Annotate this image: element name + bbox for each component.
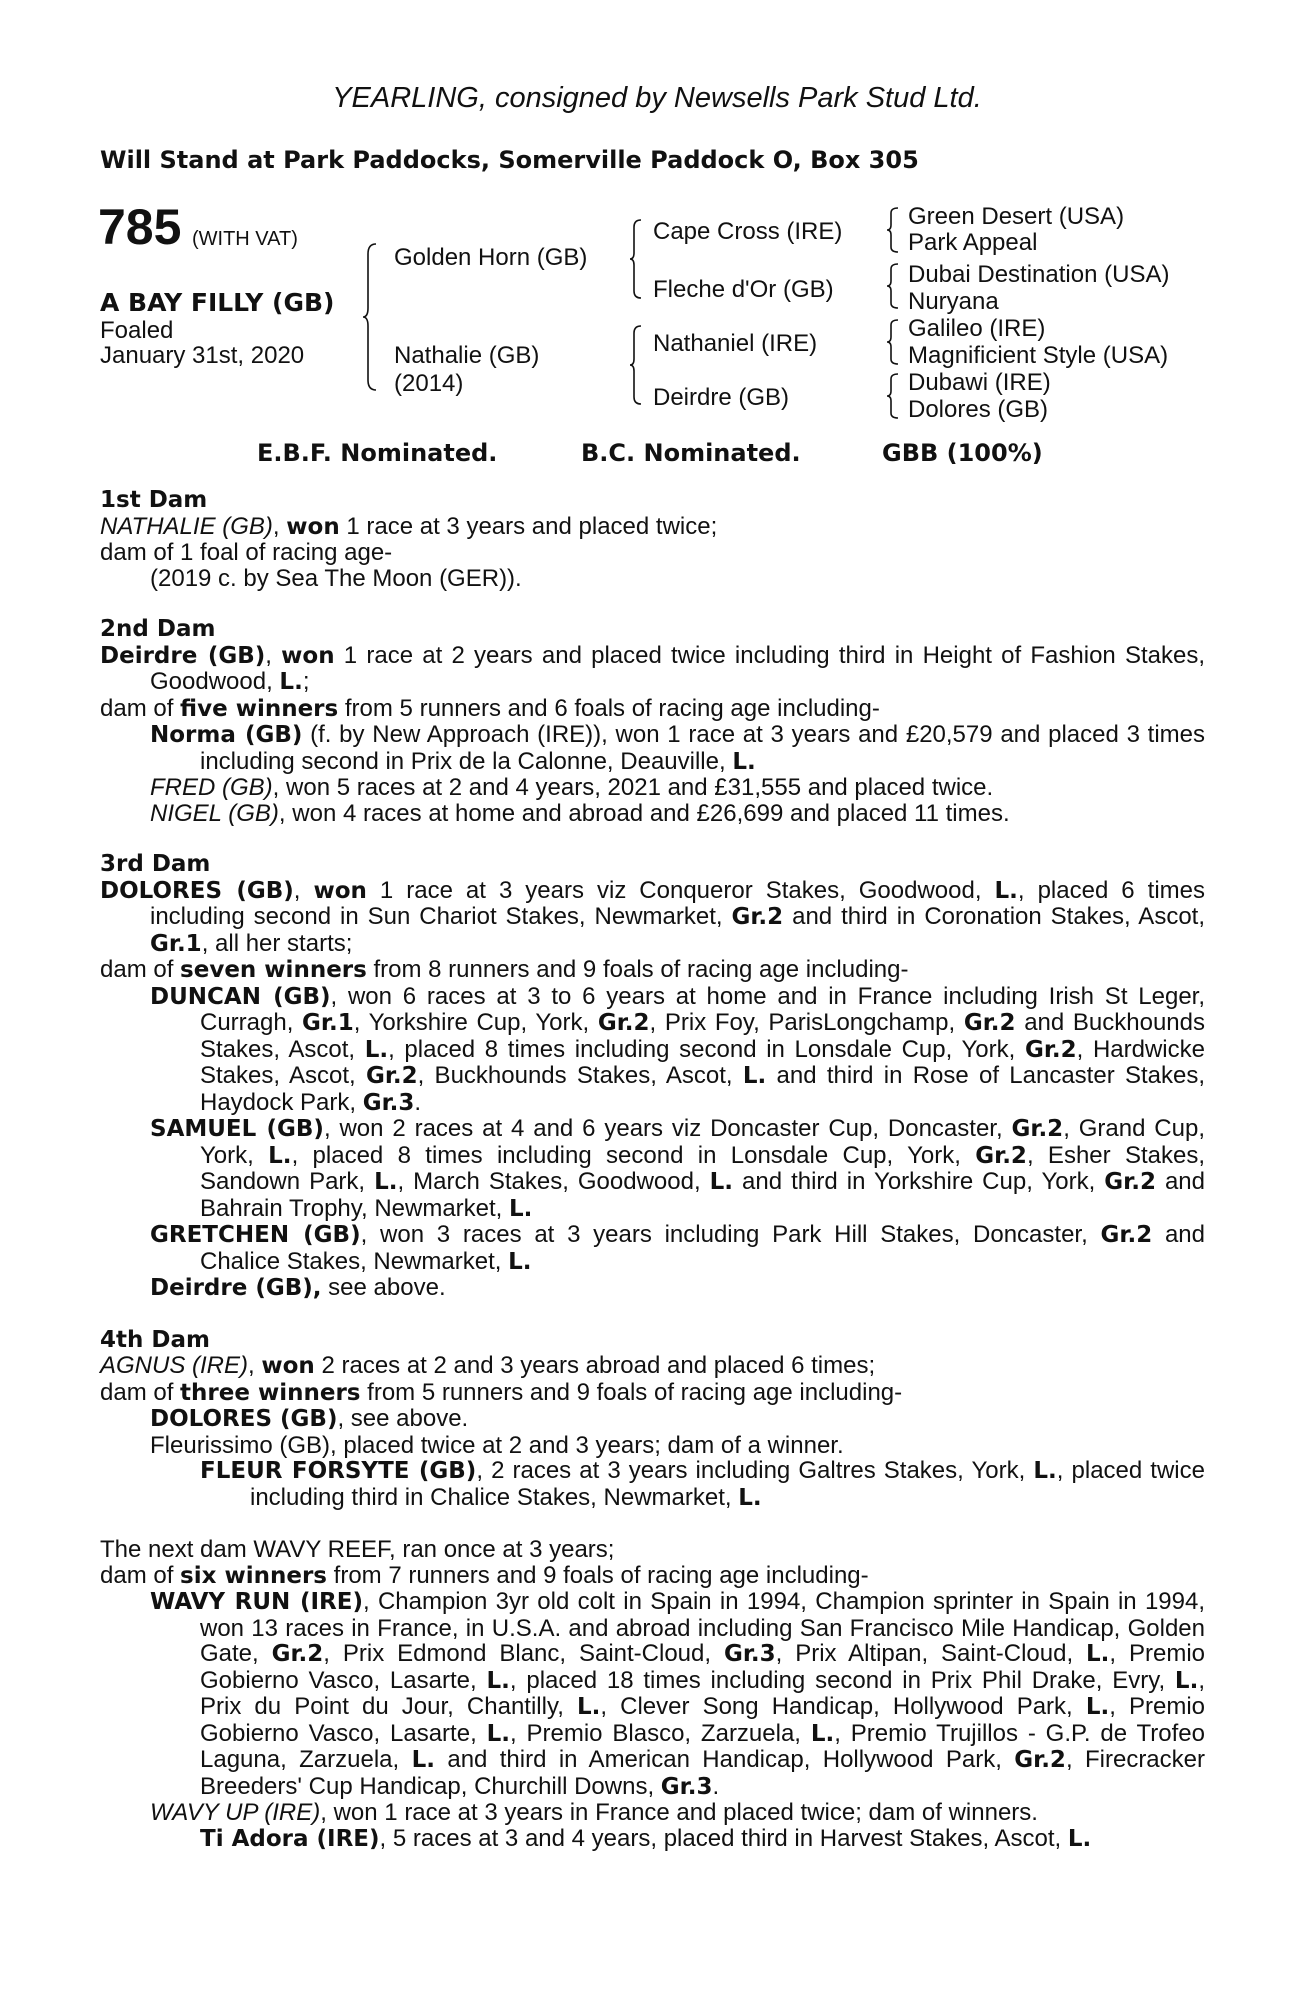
text-run: Gr.2 bbox=[597, 1010, 650, 1036]
family-entry bbox=[100, 775, 1205, 801]
family-entry bbox=[100, 722, 1205, 775]
text-run: from 5 runners and 6 foals of racing age including- bbox=[338, 694, 880, 722]
family-entry bbox=[100, 540, 1205, 566]
text-run: , bbox=[265, 641, 282, 669]
text-run: . bbox=[414, 1088, 422, 1116]
pedigree-g3: Dubai Destination (USA) bbox=[908, 261, 1170, 288]
family-entry bbox=[100, 1433, 1205, 1459]
text-run: , March Stakes, Goodwood, bbox=[397, 1168, 710, 1195]
text-run: , Prix Foy, ParisLongchamp, bbox=[649, 1009, 964, 1036]
text-run: Norma (GB) bbox=[150, 722, 303, 748]
text-run: L. bbox=[1033, 1458, 1057, 1484]
text-run: , Buckhounds Stakes, Ascot, bbox=[417, 1062, 743, 1089]
text-run: dam of bbox=[100, 694, 181, 722]
text-run: Gr.2 bbox=[1024, 1036, 1077, 1063]
text-run: L. bbox=[411, 1747, 435, 1773]
text-run: , 5 races at 3 and 4 years, placed third in Harvest Stakes, Ascot, bbox=[379, 1824, 1068, 1852]
text-run: , won 5 races at 2 and 4 years, 2021 and £31,555 and placed twice. bbox=[272, 774, 994, 801]
text-run: , Prix du Point du Jour, Chantilly, bbox=[200, 1666, 1205, 1720]
pedigree-g4: Nuryana bbox=[908, 288, 999, 315]
text-run: L. bbox=[268, 1142, 292, 1169]
family-entry bbox=[100, 1353, 1205, 1380]
section-heading: 1st Dam bbox=[100, 487, 208, 513]
text-run: L. bbox=[738, 1484, 762, 1511]
text-run: , bbox=[272, 512, 287, 540]
dam-section bbox=[100, 617, 1205, 826]
text-run: DOLORES (GB) bbox=[100, 877, 294, 904]
text-run: Gr.3 bbox=[362, 1089, 415, 1116]
text-run: and Buckhounds Stakes, Ascot, bbox=[200, 1009, 1206, 1063]
text-run: five winners bbox=[180, 695, 339, 722]
family-entry bbox=[100, 1380, 1205, 1407]
text-run: , won 6 races at 3 to 6 years at home and in France including Irish St Leger, Curragh, bbox=[200, 982, 1205, 1036]
text-run: won bbox=[286, 513, 340, 540]
family-entry bbox=[100, 696, 1205, 723]
pedigree-brace-g2 bbox=[886, 262, 900, 310]
text-run: 1 race at 2 years and placed twice including third in Height of Fashion Stakes, Goodwood, bbox=[150, 641, 1206, 695]
pedigree-sire: Golden Horn (GB) bbox=[394, 244, 588, 271]
text-run: , Champion 3yr old colt in Spain in 1994, Champion sprinter in Spain in 1994, won 13 races in France, in U.S.A. and abroad including San Francisco Mile Handicap, Golden Gate, bbox=[200, 1588, 1206, 1667]
dam-section bbox=[100, 852, 1205, 1302]
text-run: L. bbox=[742, 1063, 767, 1089]
text-run: , Hardwicke Stakes, Ascot, bbox=[200, 1035, 1205, 1089]
text-run: from 7 runners and 9 foals of racing age including- bbox=[326, 1561, 869, 1589]
family-entry bbox=[100, 801, 1205, 827]
text-run: seven winners bbox=[180, 957, 367, 983]
text-run: , placed 6 times including second in Sun Chariot Stakes, Newmarket, bbox=[150, 876, 1205, 930]
pedigree-brace-main bbox=[362, 242, 378, 392]
text-run: Gr.1 bbox=[150, 930, 202, 957]
text-run: see above. bbox=[321, 1274, 446, 1301]
bc-nomination: B.C. Nominated. bbox=[581, 439, 801, 467]
pedigree-brace-dam bbox=[629, 324, 643, 406]
lot-number: 785 bbox=[98, 199, 182, 255]
text-run: Gr.1 bbox=[302, 1010, 354, 1036]
family-entry bbox=[100, 1589, 1205, 1800]
text-run: , Clever Song Handicap, Hollywood Park, bbox=[600, 1693, 1086, 1720]
family-entry bbox=[100, 984, 1205, 1117]
text-run: and third in Yorkshire Cup, York, bbox=[733, 1168, 1105, 1195]
text-run: dam of bbox=[100, 1561, 181, 1589]
text-run: L. bbox=[1067, 1825, 1092, 1852]
text-run: Gr.2 bbox=[1011, 1116, 1064, 1142]
catalogue-body bbox=[100, 488, 1205, 1878]
text-run: Deirdre (GB) bbox=[100, 642, 266, 669]
foaled-date: January 31st, 2020 bbox=[100, 342, 305, 369]
pedigree-g2: Park Appeal bbox=[908, 229, 1038, 256]
pedigree-g6: Magnificient Style (USA) bbox=[908, 342, 1169, 369]
text-run: , Premio Gobierno Vasco, Lasarte, bbox=[200, 1640, 1206, 1694]
text-run: dam of bbox=[100, 1378, 181, 1406]
pedigree-sire-sire: Cape Cross (IRE) bbox=[653, 218, 843, 245]
pedigree-g5: Galileo (IRE) bbox=[908, 315, 1046, 342]
text-run: won bbox=[261, 1353, 315, 1379]
text-run: Ti Adora (IRE) bbox=[200, 1825, 380, 1852]
consignor-line: YEARLING, consigned by Newsells Park Stud Ltd. bbox=[332, 82, 982, 114]
text-run: , Prix Edmond Blanc, Saint-Cloud, bbox=[323, 1640, 724, 1667]
pedigree-sire-dam: Fleche d'Or (GB) bbox=[653, 276, 834, 303]
text-run: , Premio Trujillos - G.P. de Trofeo Laguna, Zarzuela, bbox=[200, 1719, 1206, 1773]
text-run: and Chalice Stakes, Newmarket, bbox=[200, 1221, 1205, 1275]
text-run: , placed 18 times including second in Prix Phil Drake, Evry, bbox=[509, 1666, 1175, 1694]
lot-name: A BAY FILLY (GB) bbox=[100, 288, 335, 317]
text-run: L. bbox=[1086, 1641, 1110, 1667]
text-run: DUNCAN (GB) bbox=[150, 983, 331, 1010]
text-run: dam of 1 foal of racing age- bbox=[100, 539, 393, 566]
text-run: Gr.2 bbox=[975, 1142, 1027, 1169]
text-run: Gr.2 bbox=[365, 1063, 418, 1089]
text-run: WAVY UP (IRE) bbox=[150, 1799, 321, 1826]
text-run: Gr.3 bbox=[660, 1773, 713, 1800]
text-run: , Yorkshire Cup, York, bbox=[353, 1009, 598, 1036]
text-run: Deirdre (GB), bbox=[150, 1275, 322, 1301]
text-run: three winners bbox=[180, 1379, 361, 1406]
text-run: SAMUEL (GB) bbox=[150, 1116, 324, 1142]
text-run: , placed 8 times including second in Lonsdale Cup, York, bbox=[388, 1035, 1025, 1063]
text-run: , bbox=[293, 876, 314, 904]
text-run: , Prix Altipan, Saint-Cloud, bbox=[775, 1640, 1087, 1667]
ebf-nomination: E.B.F. Nominated. bbox=[257, 439, 498, 467]
text-run: GRETCHEN (GB) bbox=[150, 1222, 361, 1248]
family-entry bbox=[100, 1222, 1205, 1275]
pedigree-brace-sire bbox=[629, 218, 643, 300]
text-run: L. bbox=[508, 1248, 532, 1275]
text-run: and third in American Handicap, Hollywood Park, bbox=[434, 1746, 1015, 1773]
text-run: L. bbox=[279, 669, 303, 695]
text-run: , won 2 races at 4 and 6 years viz Doncaster Cup, Doncaster, bbox=[323, 1115, 1012, 1142]
text-run: 2 races at 2 and 3 years abroad and placed 6 times; bbox=[314, 1352, 876, 1379]
text-run: L. bbox=[486, 1667, 510, 1694]
pedigree-brace-g1 bbox=[886, 206, 900, 254]
text-run: , 2 races at 3 years including Galtres Stakes, York, bbox=[476, 1457, 1034, 1484]
text-run: , Premio Blasco, Zarzuela, bbox=[510, 1719, 811, 1747]
family-entry bbox=[100, 1116, 1205, 1222]
text-run: (f. by New Approach (IRE)), won 1 race at 3 years and £20,579 and placed 3 times including second in Prix de la Calonne, Deauville, bbox=[200, 721, 1205, 775]
text-run: L. bbox=[810, 1720, 835, 1747]
pedigree-dam-sire: Nathaniel (IRE) bbox=[653, 330, 818, 357]
family-entry bbox=[100, 1826, 1205, 1853]
text-run: won bbox=[281, 642, 335, 669]
pedigree-dam-dam: Deirdre (GB) bbox=[653, 384, 790, 411]
text-run: , placed 8 times including second in Lonsdale Cup, York, bbox=[291, 1141, 976, 1169]
text-run: Gr.3 bbox=[723, 1641, 776, 1667]
text-run: AGNUS (IRE) bbox=[100, 1352, 249, 1379]
text-run: L. bbox=[709, 1169, 734, 1195]
text-run: , won 1 race at 3 years in France and placed twice; dam of winners. bbox=[320, 1799, 1038, 1826]
text-run: Fleurissimo (GB), placed twice at 2 and 3 years; dam of a winner. bbox=[150, 1431, 844, 1459]
family-entry bbox=[100, 1458, 1205, 1511]
text-run: , placed twice including third in Chalice Stakes, Newmarket, bbox=[250, 1457, 1205, 1511]
text-run: NATHALIE (GB) bbox=[100, 512, 273, 540]
text-run: (2019 c. by Sea The Moon (GER)). bbox=[150, 564, 522, 592]
text-run: L. bbox=[486, 1720, 510, 1747]
text-run: Gr.2 bbox=[963, 1010, 1016, 1036]
pedigree-g8: Dolores (GB) bbox=[908, 396, 1049, 423]
text-run: WAVY RUN (IRE) bbox=[150, 1589, 363, 1615]
text-run: Gr.2 bbox=[1100, 1222, 1153, 1248]
text-run: , see above. bbox=[337, 1405, 469, 1432]
family-entry bbox=[100, 1275, 1205, 1302]
family-entry bbox=[100, 514, 1205, 541]
text-run: 1 race at 3 years and placed twice; bbox=[339, 512, 718, 540]
text-run: from 5 runners and 9 foals of racing age including- bbox=[360, 1378, 903, 1406]
text-run: six winners bbox=[180, 1562, 327, 1589]
text-run: FRED (GB) bbox=[150, 774, 273, 801]
text-run: DOLORES (GB) bbox=[150, 1406, 338, 1432]
family-entry bbox=[100, 1800, 1205, 1826]
text-run: Gr.2 bbox=[1104, 1169, 1156, 1195]
text-run: FLEUR FORSYTE (GB) bbox=[200, 1458, 477, 1484]
pedigree-dam: Nathalie (GB) bbox=[394, 342, 540, 369]
text-run: 1 race at 3 years viz Conqueror Stakes, Goodwood, bbox=[366, 876, 995, 904]
text-run: from 8 runners and 9 foals of racing age including- bbox=[366, 956, 909, 983]
pedigree-brace-g4 bbox=[886, 372, 900, 420]
text-run: ; bbox=[302, 668, 310, 695]
text-run: NIGEL (GB) bbox=[150, 799, 279, 827]
section-heading: 4th Dam bbox=[100, 1326, 210, 1353]
family-entry bbox=[100, 878, 1205, 958]
family-entry bbox=[100, 643, 1205, 696]
text-run: L. bbox=[732, 748, 756, 775]
text-run: L. bbox=[994, 877, 1018, 904]
foaled-label: Foaled bbox=[100, 317, 174, 344]
section-heading: 2nd Dam bbox=[100, 616, 216, 642]
text-run: . bbox=[712, 1772, 720, 1800]
vat-note: (WITH VAT) bbox=[192, 228, 298, 250]
gbb-rating: GBB (100%) bbox=[882, 439, 1043, 467]
text-run: L. bbox=[576, 1694, 601, 1720]
text-run: The next dam WAVY REEF, ran once at 3 years; bbox=[100, 1536, 615, 1563]
dam-section bbox=[100, 1328, 1205, 1512]
text-run: , won 3 races at 3 years including Park Hill Stakes, Doncaster, bbox=[360, 1221, 1101, 1248]
text-run: , Grand Cup, York, bbox=[200, 1115, 1205, 1169]
text-run: Gr.2 bbox=[271, 1641, 324, 1667]
dam-section bbox=[100, 488, 1205, 591]
pedigree-brace-g3 bbox=[886, 318, 900, 366]
text-run: dam of bbox=[100, 956, 181, 983]
text-run: Gr.2 bbox=[1014, 1747, 1066, 1773]
family-entry bbox=[100, 1563, 1205, 1590]
text-run: L. bbox=[364, 1036, 389, 1063]
text-run: , bbox=[248, 1352, 262, 1379]
text-run: L. bbox=[1085, 1694, 1110, 1720]
text-run: , all her starts; bbox=[201, 929, 353, 957]
text-run: L. bbox=[509, 1195, 533, 1222]
text-run: and third in Rose of Lancaster Stakes, Haydock Park, bbox=[200, 1062, 1205, 1116]
family-entry bbox=[100, 957, 1205, 984]
text-run: won bbox=[313, 877, 367, 904]
family-entry bbox=[100, 1406, 1205, 1433]
text-run: and Bahrain Trophy, Newmarket, bbox=[200, 1168, 1205, 1222]
text-run: , Firecracker Breeders' Cup Handicap, Churchill Downs, bbox=[200, 1746, 1205, 1800]
stand-location: Will Stand at Park Paddocks, Somerville Paddock O, Box 305 bbox=[100, 146, 919, 174]
dam-section bbox=[100, 1537, 1205, 1852]
text-run: L. bbox=[374, 1169, 398, 1195]
family-entry bbox=[100, 1537, 1205, 1563]
text-run: , Premio Gobierno Vasco, Lasarte, bbox=[200, 1693, 1206, 1747]
section-heading: 3rd Dam bbox=[100, 851, 211, 877]
text-run: and third in Coronation Stakes, Ascot, bbox=[783, 903, 1205, 930]
pedigree-g7: Dubawi (IRE) bbox=[908, 369, 1051, 396]
text-run: , won 4 races at home and abroad and £26,699 and placed 11 times. bbox=[278, 799, 1010, 827]
text-run: Gr.2 bbox=[731, 904, 784, 930]
pedigree-dam-year: (2014) bbox=[394, 370, 464, 397]
family-entry bbox=[100, 566, 1205, 592]
text-run: , Esher Stakes, Sandown Park, bbox=[200, 1141, 1206, 1195]
text-run: L. bbox=[1174, 1667, 1199, 1694]
pedigree-g1: Green Desert (USA) bbox=[908, 203, 1125, 230]
